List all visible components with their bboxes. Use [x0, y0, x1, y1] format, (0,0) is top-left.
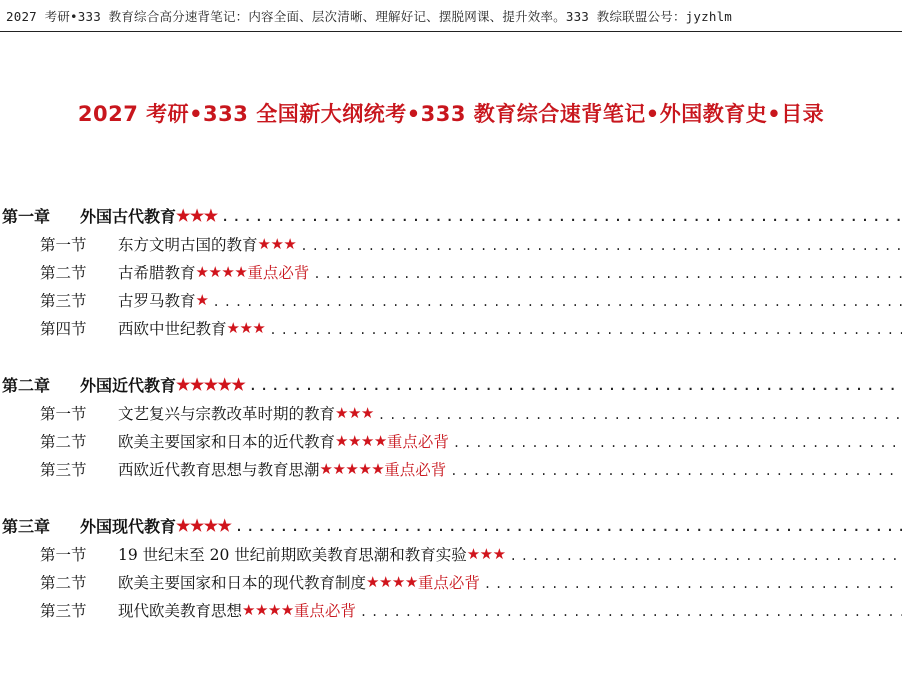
star-rating: ★★★: [176, 205, 218, 225]
section-title: 文艺复兴与宗教改革时期的教育: [118, 405, 336, 423]
section-number: 第四节: [40, 320, 87, 338]
section-title: 现代欧美教育思想: [118, 602, 243, 620]
section-number: 第一节: [40, 405, 87, 423]
dot-leader: [313, 263, 902, 281]
toc-section-2-3[interactable]: [0, 457, 902, 481]
section-number: 第二节: [40, 574, 87, 592]
section-title: 古希腊教育: [118, 264, 196, 282]
toc-chapter-1[interactable]: [0, 203, 902, 227]
star-rating: ★★★★★: [319, 460, 385, 478]
dot-leader: [378, 404, 902, 422]
chapter-title: 外国现代教育: [80, 516, 177, 536]
header-text: 2027 考研•333 教育综合高分速背笔记：内容全面、层次清晰、理解好记、摆脱网课、提升效率。333 教综联盟公号：jyzhlm: [6, 9, 733, 24]
dot-leader: [510, 545, 902, 563]
section-title: 19 世纪末至 20 世纪前期欧美教育思潮和教育实验: [118, 546, 467, 564]
section-title: 古罗马教育: [118, 292, 196, 310]
toc-section-1-2[interactable]: [0, 260, 902, 284]
dot-leader: [269, 319, 902, 337]
star-rating: ★★★★: [195, 263, 248, 281]
section-title: 西欧中世纪教育: [118, 320, 227, 338]
key-point-note: 重点必背: [417, 574, 480, 592]
star-rating: ★: [195, 291, 209, 309]
section-number: 第三节: [40, 292, 87, 310]
dot-leader: [453, 432, 902, 450]
star-rating: ★★★: [257, 235, 297, 253]
document-title: 2027 考研•333 全国新大纲统考•333 教育综合速背笔记•外国教育史•目录: [77, 102, 825, 126]
section-number: 第二节: [40, 433, 87, 451]
section-title: 欧美主要国家和日本的近代教育: [118, 433, 336, 451]
chapter-number: 第二章: [2, 375, 51, 395]
key-point-note: 重点必背: [384, 461, 447, 479]
star-rating: ★★★★: [242, 601, 294, 619]
toc-section-3-3[interactable]: [0, 598, 902, 622]
key-point-note: 重点必背: [247, 264, 310, 282]
toc-chapter-2[interactable]: [0, 372, 902, 396]
chapter-number: 第一章: [2, 206, 51, 226]
dot-leader: [484, 573, 902, 591]
dot-leader: [360, 601, 902, 619]
star-rating: ★★★: [466, 545, 506, 563]
key-point-note: 重点必背: [386, 433, 449, 451]
section-number: 第二节: [40, 264, 87, 282]
toc-section-3-1[interactable]: [0, 542, 902, 566]
section-number: 第三节: [40, 461, 87, 479]
section-title: 东方文明古国的教育: [118, 236, 258, 254]
dot-leader: [235, 516, 902, 534]
star-rating: ★★★: [226, 319, 266, 337]
section-number: 第一节: [40, 236, 87, 254]
section-title: 欧美主要国家和日本的现代教育制度: [118, 574, 367, 592]
star-rating: ★★★★★: [176, 374, 246, 394]
section-number: 第一节: [40, 546, 87, 564]
chapter-number: 第三章: [2, 516, 51, 536]
star-rating: ★★★★: [335, 432, 387, 450]
toc-section-1-3[interactable]: [0, 288, 902, 312]
toc-section-1-1[interactable]: [0, 232, 902, 256]
star-rating: ★★★: [335, 404, 374, 422]
toc-chapter-3[interactable]: [0, 513, 902, 537]
toc-section-1-4[interactable]: [0, 316, 902, 340]
toc-section-2-1[interactable]: [0, 401, 902, 425]
dot-leader: [212, 291, 902, 309]
star-rating: ★★★★: [366, 573, 418, 591]
toc-section-2-2[interactable]: [0, 429, 902, 453]
section-title: 西欧近代教育思想与教育思潮: [118, 461, 320, 479]
header-bar: [0, 0, 902, 32]
star-rating: ★★★★: [176, 515, 232, 535]
dot-leader: [450, 460, 902, 478]
key-point-note: 重点必背: [293, 602, 356, 620]
toc-section-3-2[interactable]: [0, 570, 902, 594]
chapter-title: 外国古代教育: [80, 206, 177, 226]
dot-leader: [300, 235, 902, 253]
section-number: 第三节: [40, 602, 87, 620]
dot-leader: [249, 375, 902, 393]
chapter-title: 外国近代教育: [80, 375, 177, 395]
dot-leader: [222, 206, 902, 224]
